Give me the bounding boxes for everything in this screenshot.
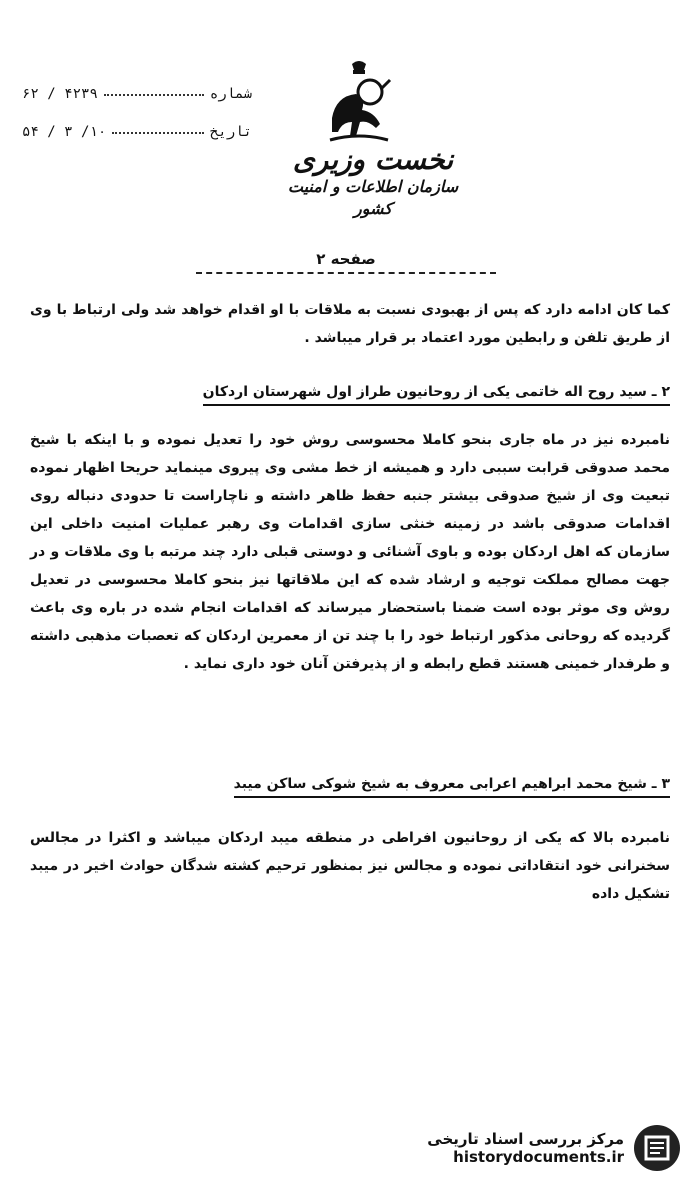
dotted-line: [112, 124, 204, 134]
lion-and-sun-emblem-icon: [322, 58, 396, 148]
paragraph-1: کما کان ادامه دارد که پس از بهبودی نسبت به ملاقات با او اقدام خواهد شد ولی ارتباط با وی از طریق تلفن و رابطین مورد اعتماد بر قرار میباشد .: [30, 302, 670, 346]
watermark-text: [427, 1130, 624, 1166]
archive-watermark: [412, 1118, 682, 1178]
document-number-row: [22, 86, 252, 102]
page-number-rule: [196, 272, 496, 274]
header-subtitle: سازمان اطلاعات و امنیت کشور: [287, 177, 459, 218]
item-heading-2: ۲ ـ سید روح اله خاتمی یکی از روحانیون طراز اول شهرستان اردکان: [203, 384, 670, 406]
watermark-name: مرکز بررسی اسناد تاریخی: [427, 1130, 624, 1148]
document-date-label: تاریخ: [209, 124, 252, 140]
document-meta: [22, 86, 252, 162]
dotted-line: [104, 86, 204, 96]
archive-logo-icon: [632, 1123, 682, 1173]
paragraph-2: نامبرده نیز در ماه جاری بنحو کاملا محسوسی روش خود را تعدیل نموده و با اینکه با شیخ محمد صدوقی قرابت سببی دارد و همیشه از خط مشی وی پیروی مینماید حریحا اظهار نموده تبعیت وی از شیخ صدوقی بیشتر جنبه حفظ ظاهر داشته و ناچاراست تا حدودی دنباله روی اقدامات صدوقی باشد در زمینه خنثی سازی اقدامات وی رهبر عملیات امنیت داخلی این سازمان که اهل اردکان بوده و باوی آشنائی و دوستی قبلی دارد چند مرتبه با وی ملاقات و در جهت مصالح مملکت توجیه و ارشاد شده که این ملاقاتها نیز بنحو کاملا محسوسی در تعدیل روش وی موثر بوده است ضمنا باستحضار میرساند که اقدامات انجام شده در باره وی باعث گردیده که روحانی مذکور ارتباط خود را با چند تن از معمرین اردکان که تعصبات مذهبی داشته و طرفدار خمینی هستند قطع رابطه و از پذیرفتن آنان خود داری نماید .: [30, 432, 670, 672]
watermark-url: historydocuments.ir: [453, 1148, 624, 1166]
item-heading-3: ۳ ـ شیخ محمد ابراهیم اعرابی معروف به شیخ شوکی ساکن میبد: [234, 776, 670, 798]
page-number: [196, 250, 496, 268]
document-number-label: شماره: [209, 86, 252, 102]
document-date-value: ۱۰/ ۳ / ۵۴: [22, 124, 107, 140]
header-title: نخست وزیری: [292, 143, 454, 176]
page-number-label: صفحه ۲: [316, 250, 376, 268]
organization-header: [268, 144, 478, 220]
document-number-value: ۴۲۳۹ / ۶۲: [22, 86, 98, 102]
paragraph-3: نامبرده بالا که یکی از روحانیون افراطی در منطقه میبد اردکان میباشد و اکثرا در مجالس سخنرانی خود انتقاداتی نموده و مجالس نیز بمنظور ترحیم کشته شدگان حوادث اخیر در میبد تشکیل داده: [30, 830, 670, 902]
document-date-row: [22, 124, 252, 140]
